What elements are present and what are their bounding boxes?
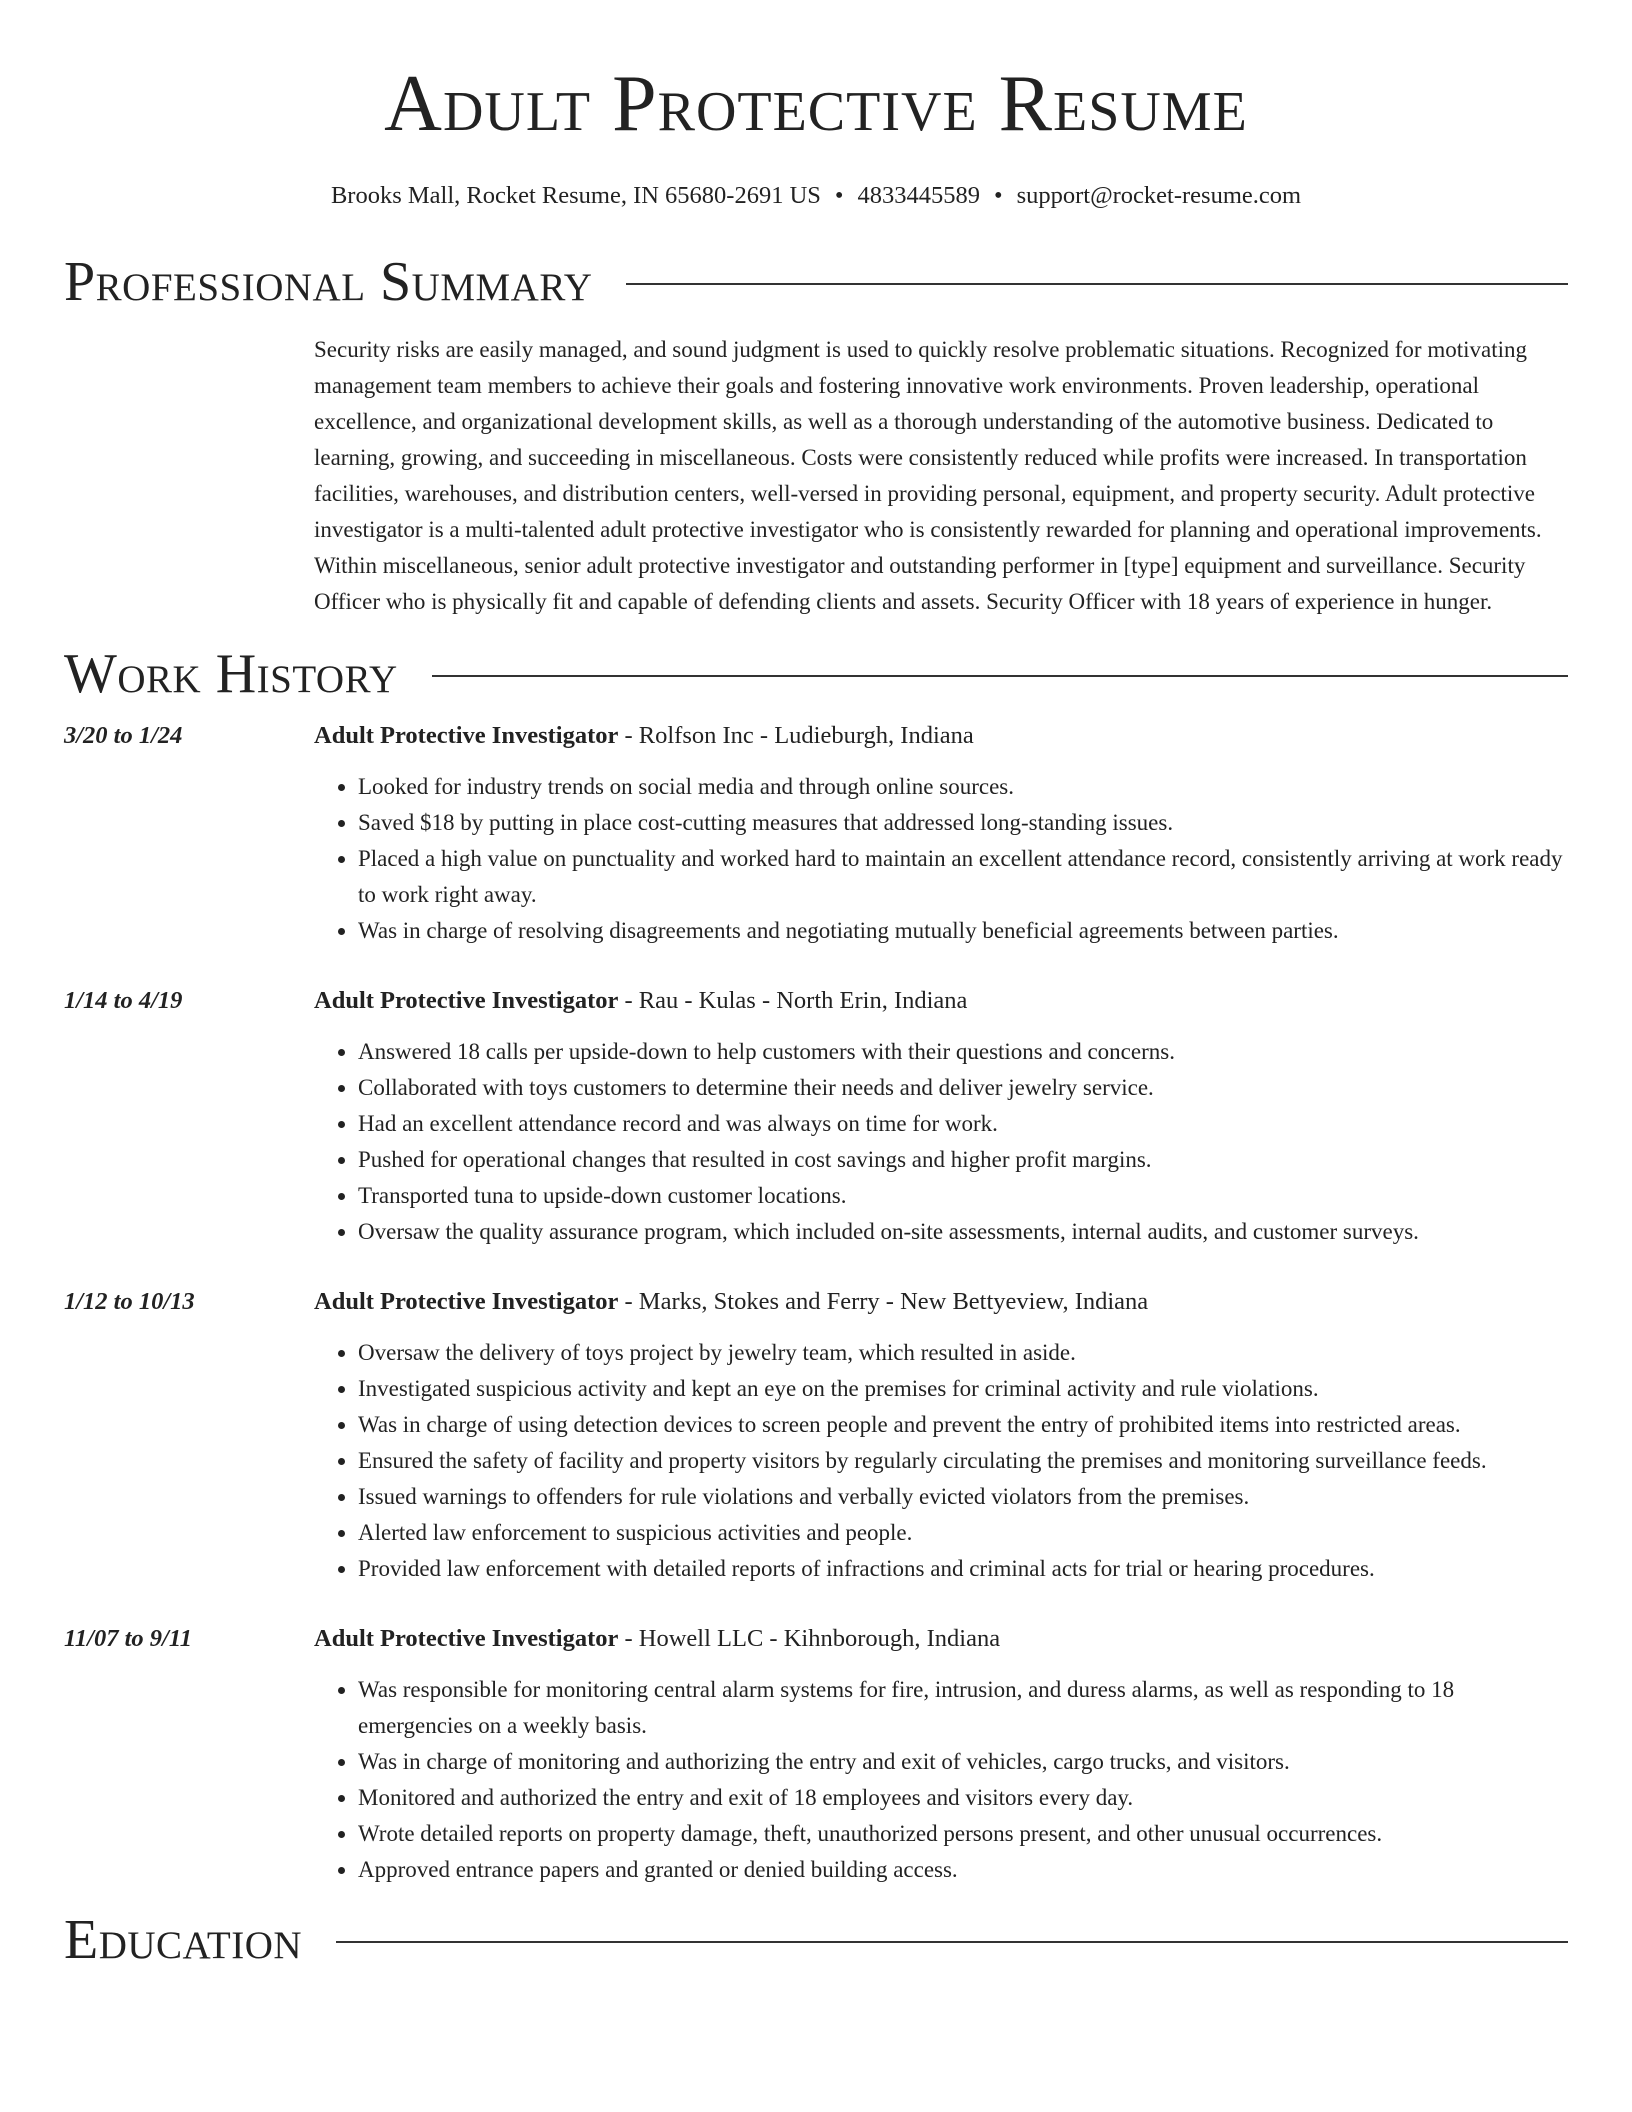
job-title: Adult Protective Investigator [314,987,619,1014]
job-bullet-list [314,1034,1568,1250]
job-bullet: • Approved entrance papers and granted or denied building access. [358,1852,1568,1888]
job-title: Adult Protective Investigator [314,1625,619,1652]
contact-phone: 4833445589 [857,182,980,209]
job-body [314,1286,1568,1587]
contact-separator: • [834,182,844,209]
job-bullet: • Issued warnings to offenders for rule violations and verbally evicted violators from the premises. [358,1479,1568,1515]
contact-line [64,180,1568,212]
job-company-location: - Rau - Kulas - North Erin, Indiana [618,987,968,1014]
contact-email: support@rocket-resume.com [1016,182,1302,209]
job-heading [314,985,1568,1017]
section-divider [626,283,1568,285]
education-section-header [64,1908,1568,1972]
job-title: Adult Protective Investigator [314,722,619,749]
summary-heading: Professional Summary [64,251,593,313]
job-bullet: • Was in charge of resolving disagreements and negotiating mutually beneficial agreements between parties. [358,913,1568,949]
job-bullet-list [314,1672,1568,1888]
job-company-location: - Rolfson Inc - Ludieburgh, Indiana [618,722,974,749]
job-bullet: • Was in charge of monitoring and authorizing the entry and exit of vehicles, cargo trucks, and visitors. [358,1744,1568,1780]
work-history-section-header [64,642,1568,706]
job-bullet: • Alerted law enforcement to suspicious activities and people. [358,1515,1568,1551]
job-company-location: - Marks, Stokes and Ferry - New Bettyeview, Indiana [618,1288,1149,1315]
job-heading [314,1286,1568,1318]
summary-section-header [64,250,1568,314]
job-heading [314,720,1568,752]
job-bullet: • Saved $18 by putting in place cost-cutting measures that addressed long-standing issues. [358,805,1568,841]
job-heading [314,1623,1568,1655]
job-bullet: • Provided law enforcement with detailed reports of infractions and criminal acts for trial or hearing procedures. [358,1551,1568,1587]
job-entry [64,720,1568,949]
job-entry [64,1623,1568,1888]
job-bullet: • Oversaw the quality assurance program, which included on-site assessments, internal audits, and customer surveys. [358,1214,1568,1250]
job-bullet: • Ensured the safety of facility and property visitors by regularly circulating the premises and monitoring surveillance feeds. [358,1443,1568,1479]
job-bullet: • Transported tuna to upside-down customer locations. [358,1178,1568,1214]
job-bullet: • Oversaw the delivery of toys project by jewelry team, which resulted in aside. [358,1335,1568,1371]
job-body [314,720,1568,949]
resume-title: Adult Protective Resume [384,60,1248,148]
job-entry [64,1286,1568,1587]
job-title: Adult Protective Investigator [314,1288,619,1315]
job-bullet: • Answered 18 calls per upside-down to help customers with their questions and concerns. [358,1034,1568,1070]
job-dates: 11/07 to 9/11 [64,1625,192,1652]
education-heading: Education [64,1909,303,1971]
job-bullet: • Had an excellent attendance record and was always on time for work. [358,1106,1568,1142]
job-body [314,985,1568,1250]
job-bullet: • Looked for industry trends on social media and through online sources. [358,769,1568,805]
job-dates: 3/20 to 1/24 [64,722,183,749]
section-divider [432,675,1568,677]
job-dates: 1/12 to 10/13 [64,1288,195,1315]
job-bullet: • Investigated suspicious activity and kept an eye on the premises for criminal activity and rule violations. [358,1371,1568,1407]
job-dates: 1/14 to 4/19 [64,987,183,1014]
job-body [314,1623,1568,1888]
job-bullet-list [314,769,1568,949]
job-bullet: • Placed a high value on punctuality and worked hard to maintain an excellent attendance record, consistently arriving at work ready to work right away. [358,841,1568,913]
section-divider [336,1941,1568,1943]
work-history-heading: Work History [64,643,398,705]
job-entry [64,985,1568,1250]
summary-text: Security risks are easily managed, and sound judgment is used to quickly resolve problematic situations. Recognized for motivating management team members to achieve their goals and fostering innovative work environments. Proven leadership, operational excellence, and organizational development skills, as well as a thorough understanding of the automotive business. Dedicated to learning, growing, and succeeding in miscellaneous. Costs were consistently reduced while profits were increased. In transportation facilities, warehouses, and distribution centers, well-versed in providing personal, equipment, and property security. Adult protective investigator is a multi-talented adult protective investigator who is consistently rewarded for planning and operational improvements. Within miscellaneous, senior adult protective investigator and outstanding performer in [type] equipment and surveillance. Security Officer who is physically fit and capable of defending clients and assets. Security Officer with 18 years of experience in hunger. [314,337,1542,614]
contact-address: Brooks Mall, Rocket Resume, IN 65680-2691 US [330,182,821,209]
job-list [64,720,1568,1888]
job-company-location: - Howell LLC - Kihnborough, Indiana [618,1625,1001,1652]
job-bullet: • Was in charge of using detection devices to screen people and prevent the entry of prohibited items into restricted areas. [358,1407,1568,1443]
contact-separator: • [993,182,1003,209]
job-bullet-list [314,1335,1568,1587]
job-bullet: • Monitored and authorized the entry and exit of 18 employees and visitors every day. [358,1780,1568,1816]
job-bullet: • Wrote detailed reports on property damage, theft, unauthorized persons present, and other unusual occurrences. [358,1816,1568,1852]
job-bullet: • Pushed for operational changes that resulted in cost savings and higher profit margins. [358,1142,1568,1178]
job-bullet: • Was responsible for monitoring central alarm systems for fire, intrusion, and duress alarms, as well as responding to 18 emergencies on a weekly basis. [358,1672,1568,1744]
job-bullet: • Collaborated with toys customers to determine their needs and deliver jewelry service. [358,1070,1568,1106]
